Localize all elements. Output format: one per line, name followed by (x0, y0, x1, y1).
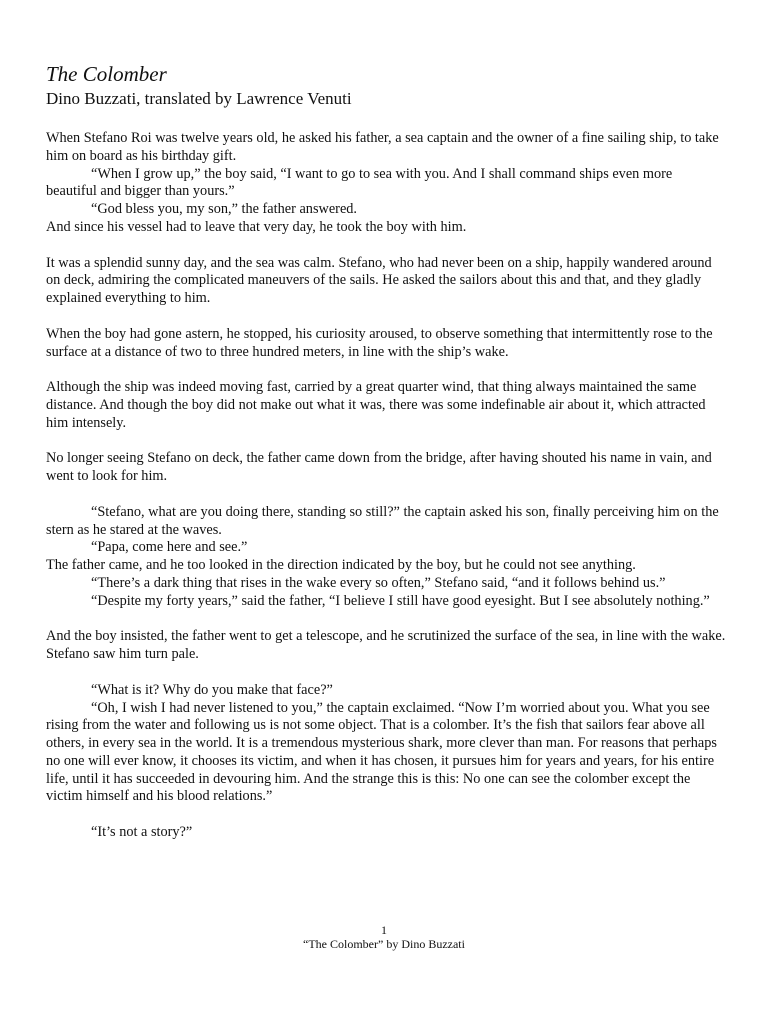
paragraph: “Stefano, what are you doing there, standing so still?” the captain asked his son, finally perceiving him on the stern as he stared at the waves. (46, 503, 719, 538)
paragraph: “It’s not a story?” (91, 824, 193, 841)
page-number: 1 (381, 923, 387, 937)
page-footer (0, 923, 768, 951)
paragraph: When the boy had gone astern, he stopped, his curiosity aroused, to observe something that intermittently rose to the surface at a distance of two to three hundred meters, in line with the ship’s wake. (46, 325, 713, 360)
running-title: “The Colomber” by Dino Buzzati (303, 937, 465, 951)
paragraph: “There’s a dark thing that rises in the wake every so often,” Stefano said, “and it follows behind us.” (91, 574, 666, 591)
paragraph: “What is it? Why do you make that face?” (91, 681, 333, 698)
paragraph: The father came, and he too looked in the direction indicated by the boy, but he could not see anything. (46, 557, 636, 574)
paragraph: Although the ship was indeed moving fast, carried by a great quarter wind, that thing always maintained the same distance. And though the boy did not make out what it was, there was some indefinable air about it, which attracted him intensely. (46, 379, 706, 431)
document-subtitle: Dino Buzzati, translated by Lawrence Venuti (46, 89, 352, 108)
paragraph: “God bless you, my son,” the father answered. (91, 201, 358, 218)
paragraph: It was a splendid sunny day, and the sea was calm. Stefano, who had never been on a ship, happily wandered around on deck, admiring the complicated maneuvers of the sails. He asked the sailors about this and that, and they gladly explained everything to him. (46, 254, 712, 307)
paragraph: No longer seeing Stefano on deck, the father came down from the bridge, after having shouted his name in vain, and went to look for him. (46, 450, 712, 485)
paragraph: “When I grow up,” the boy said, “I want to go to sea with you. And I shall command ships even more beautiful and bigger than yours.” (46, 165, 673, 200)
paragraph: “Oh, I wish I had never listened to you,” the captain exclaimed. “Now I’m worried about you. What you see rising from the water and following us is not some object. That is a colomber. It’s the fish that sailors fear above all others, in every sea in the world. It is a tremendous mysterious shark, more clever than man. For reasons that perhaps no one will ever know, it chooses its victim, and when it has chosen, it pursues him for years and years, for his entire life, until it has succeeded in devouring him. And the strange this is this: No one can see the colomber except the victim himself and his blood relations.” (46, 699, 717, 805)
document-title: The Colomber (46, 62, 167, 86)
paragraph: “Papa, come here and see.” (91, 539, 248, 556)
document-page (46, 62, 726, 842)
document-body (46, 130, 726, 842)
paragraph: And the boy insisted, the father went to get a telescope, and he scrutinized the surface of the sea, in line with the wake. Stefano saw him turn pale. (46, 628, 726, 663)
paragraph: And since his vessel had to leave that very day, he took the boy with him. (46, 218, 467, 235)
paragraph: “Despite my forty years,” said the father, “I believe I still have good eyesight. But I see absolutely nothing.” (91, 592, 710, 609)
paragraph: When Stefano Roi was twelve years old, he asked his father, a sea captain and the owner of a fine sailing ship, to take him on board as his birthday gift. (46, 130, 719, 164)
